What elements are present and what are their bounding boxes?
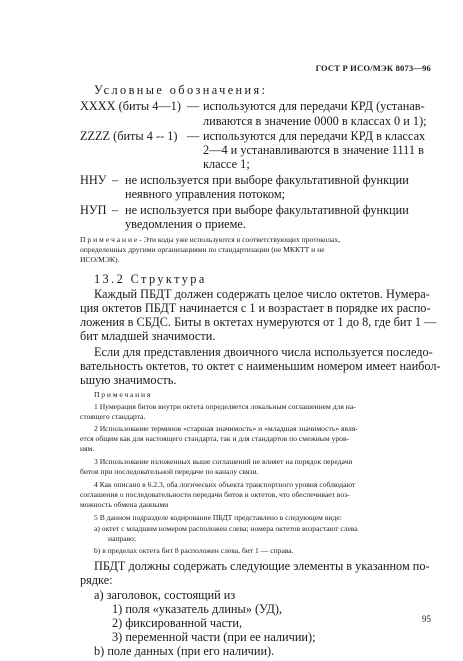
paragraph-line: Если для представления двоичного числа используется последо- [94, 345, 433, 359]
note-line: можность обмена данными [80, 500, 169, 509]
note-line: битов при последовательной передаче по каналу связи. [80, 467, 259, 476]
legend-term-zzzz: ZZZZ (биты 4 -- 1) [80, 129, 178, 143]
legend-def-line: не используется при выборе факультативной функции [125, 203, 409, 217]
note-line: ется общим как для настоящего стандарта, так и для стандартов по смежным уров- [80, 434, 350, 443]
note-line: П р и м е ч а н и е - Эти коды уже используются в соответствующих протоколах, [80, 235, 341, 244]
note-line: 4 Как описано в 6.2.3, оба логических объекта транспортного уровня соблюдают [94, 480, 356, 489]
paragraph-line: ьшую значимость. [80, 373, 177, 387]
note-line: соглашения о последовательности передачи битов и октетов, что обеспечивает воз- [80, 490, 350, 499]
paragraph-line: Каждый ПБДТ должен содержать целое число октетов. Нумера- [94, 287, 430, 301]
legend-def-line: используются для передачи КРД (устанав- [203, 99, 425, 113]
paragraph-line: ложения в СБДС. Биты в октетах нумеруются от 1 до 8, где бит 1 — [80, 315, 437, 329]
legend-dash: – [112, 173, 119, 187]
paragraph-line: ПБДТ должны содержать следующие элементы в указанном по- [94, 559, 430, 573]
legend-term-nup: НУП [80, 203, 107, 217]
legend-def-line: ливаются в значение 0000 в классах 0 и 1); [203, 114, 427, 128]
note-line: 5 В данном подразделе кодирование ПБДТ представлено в следующем виде: [94, 513, 342, 522]
legend-dash: — [187, 99, 200, 113]
note-line: 2 Использование терминов «старшая значимость» и «младшая значимость» явля- [94, 424, 358, 433]
note-line: 1 Нумерация битов внутри октета определяется локальным соглашением для на- [94, 402, 356, 411]
document-code-header: ГОСТ Р ИСО/МЭК 8073—96 [315, 63, 431, 73]
list-item: b) поле данных (при его наличии). [94, 644, 275, 658]
legend-def-line: неявного управления потоком; [125, 187, 286, 201]
legend-def-line: уведомления о приеме. [125, 217, 246, 231]
legend-def-line: используются для передачи КРД в классах [203, 129, 426, 143]
note-line: направо; [108, 534, 137, 543]
note-line: 3 Использование изложенных выше соглашений не влияет на порядок передачи [94, 457, 353, 466]
note-line: определенных другими организациями по стандартизации (не МККТТ и не [80, 245, 325, 254]
legend-term-nnu: ННУ [80, 173, 107, 187]
notes-title: Примечания [94, 390, 153, 399]
paragraph-line: бит младшей значимости. [80, 329, 216, 343]
legend-def-line: классе 1; [203, 157, 250, 171]
page-number: 95 [422, 614, 431, 624]
note-line: ИСО/МЭК). [80, 255, 120, 264]
legend-dash: – [112, 203, 119, 217]
section-heading: 13.2 Структура [94, 272, 207, 286]
paragraph-line: вательность октетов, то октет с наименьшим номером имеет наибол- [80, 359, 441, 373]
legend-dash: — [187, 129, 200, 143]
list-item: a) заголовок, состоящий из [94, 588, 236, 602]
note-line: a) октет с младшим номером расположен слева; номера октетов возрастают слева [94, 524, 358, 533]
note-line: ням. [80, 444, 95, 453]
legend-def-line: не используется при выборе факультативной функции [125, 173, 409, 187]
note-line: b) в пределах октета бит 8 расположен слева, бит 1 — справа. [94, 546, 294, 555]
list-subitem: 2) фиксированной части, [112, 616, 243, 630]
paragraph-line: рядке: [80, 573, 113, 587]
list-subitem: 3) переменной части (при ее наличии); [112, 630, 316, 644]
legend-title: Условные обозначения: [94, 83, 268, 97]
legend-def-line: 2—4 и устанавливаются в значение 1111 в [203, 143, 424, 157]
list-subitem: 1) поля «указатель длины» (УД), [112, 602, 283, 616]
paragraph-line: ция октетов ПБДТ начинается с 1 и возрастает в порядке их распо- [80, 301, 431, 315]
legend-term-xxxx: XXXX (биты 4—1) [80, 99, 181, 113]
note-line: стоящего стандарта. [80, 412, 146, 421]
